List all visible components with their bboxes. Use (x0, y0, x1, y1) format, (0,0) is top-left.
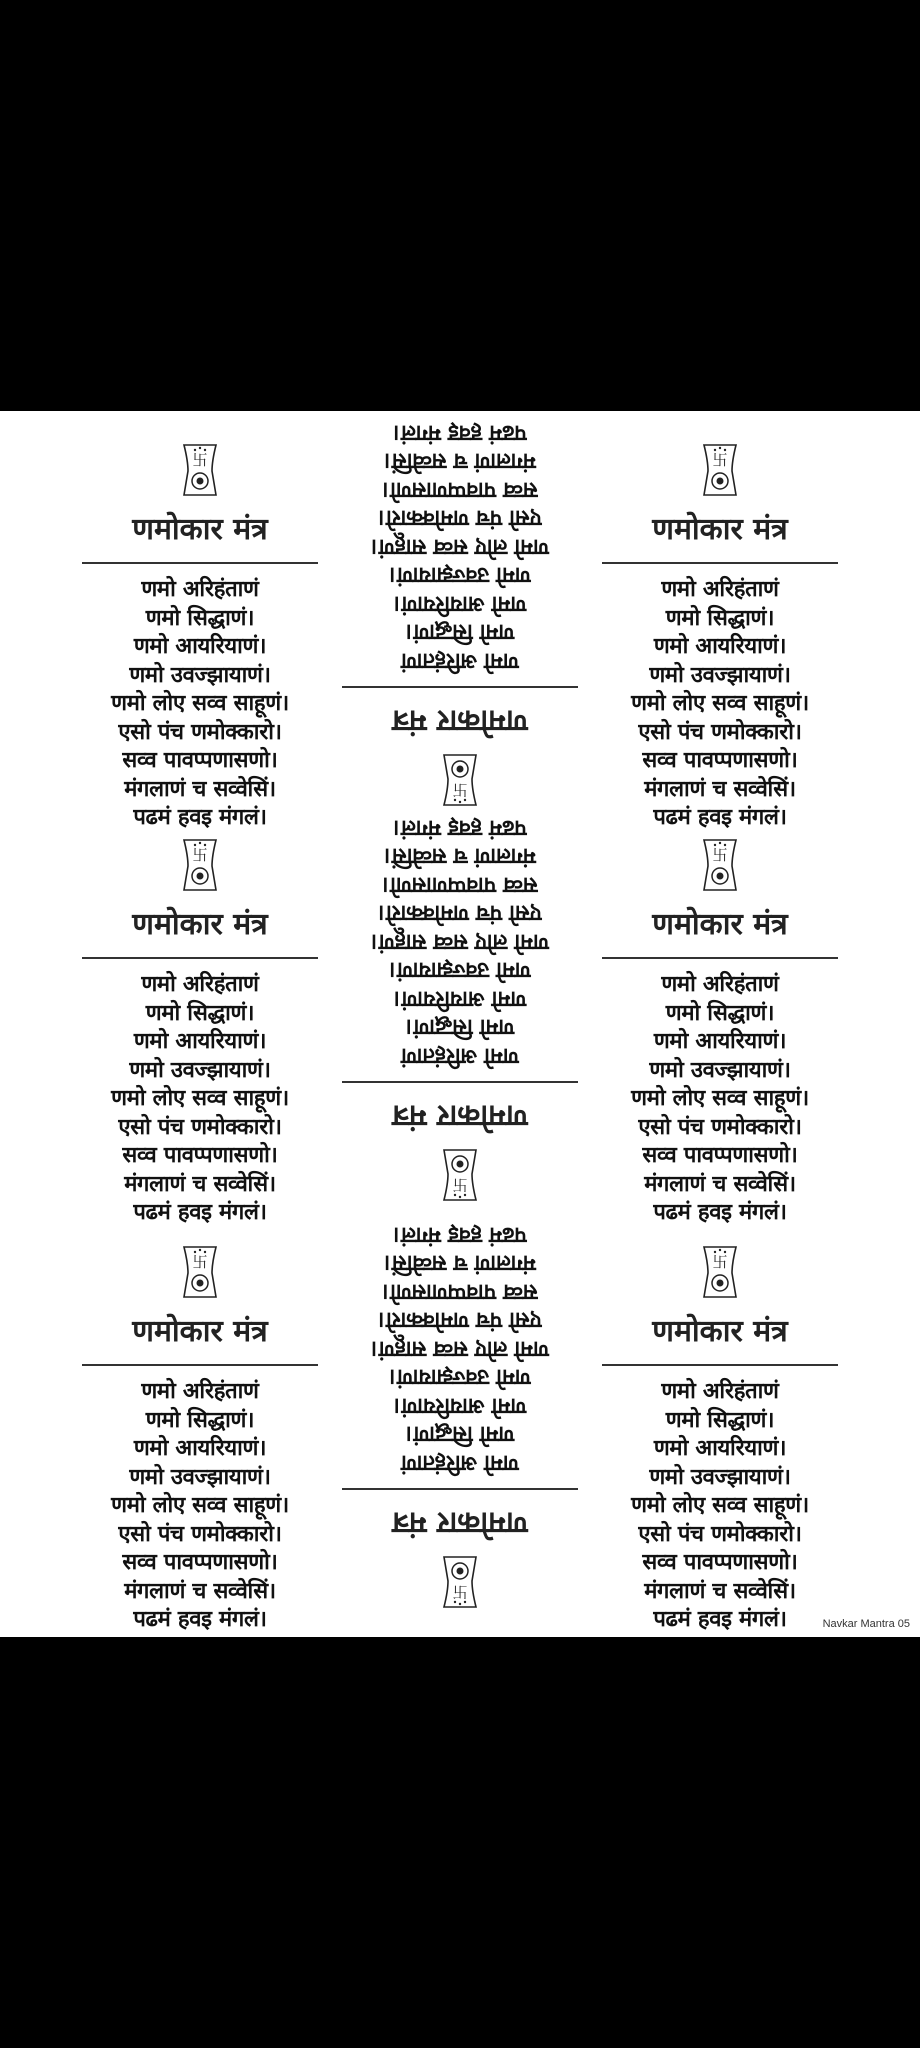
mantra-line: णमो लोए सव्व साहूणं। (631, 1086, 809, 1111)
mantra-line: सव्व पावप्पणासणो। (642, 1143, 798, 1168)
mantra-line: सव्व पावप्पणासणो। (642, 748, 798, 773)
mantra-title: णमोकार मंत्र (652, 1314, 788, 1349)
mantra-line: णमो लोए सव्व साहूणं। (111, 1493, 289, 1518)
swastika-icon: 卐 (192, 451, 208, 469)
mantra-line: णमो सिद्धाणं। (665, 1407, 775, 1433)
mantra-line: एसो पंच णमोक्कारो। (378, 1307, 542, 1333)
mantra-card-r1-c1 (70, 431, 330, 830)
mantra-line: णमो अरिहंताणं (401, 1450, 519, 1475)
mantra-lines (70, 971, 330, 1228)
mantra-line: पढमं हवइ मंगलं। (393, 420, 527, 445)
mantra-lines (70, 576, 330, 833)
mantra-line: णमो आयरियाणं। (393, 986, 527, 1011)
jain-emblem-icon (698, 441, 742, 499)
title-divider (342, 1488, 578, 1490)
mantra-line: सव्व पावप्पणासणो। (382, 872, 538, 897)
mantra-line: णमो सिद्धाणं। (405, 619, 515, 645)
mantra-lines (330, 418, 590, 675)
mantra-line: णमो अरिहंताणं (141, 577, 259, 602)
mantra-card-r2-c3 (590, 826, 850, 1225)
jain-emblem-icon (438, 751, 482, 809)
mantra-line: णमो उवज्झायाणं। (129, 662, 271, 688)
mantra-line: णमो आयरियाणं। (133, 1436, 267, 1461)
mantra-line: णमो लोए सव्व साहूणं। (631, 1493, 809, 1518)
mantra-line: णमो उवज्झायाणं। (649, 1057, 791, 1083)
mantra-line: णमो उवज्झायाणं। (129, 1057, 271, 1083)
jain-emblem-icon (178, 1243, 222, 1301)
mantra-line: पढमं हवइ मंगलं। (133, 1607, 267, 1632)
swastika-icon: 卐 (452, 1583, 468, 1601)
mantra-line: एसो पंच णमोक्कारो। (378, 505, 542, 531)
mantra-line: णमो आयरियाणं। (133, 1029, 267, 1054)
title-divider (82, 957, 318, 959)
mantra-line: णमो उवज्झायाणं। (129, 1464, 271, 1490)
mantra-line: णमो आयरियाणं। (653, 634, 787, 659)
mantra-line: णमो उवज्झायाणं। (389, 562, 531, 588)
swastika-icon: 卐 (712, 451, 728, 469)
mantra-line: पढमं हवइ मंगलं। (393, 815, 527, 840)
mantra-line: णमो उवज्झायाणं। (389, 957, 531, 983)
mantra-title: णमोकार मंत्र (652, 907, 788, 942)
title-divider (82, 562, 318, 564)
mantra-line: एसो पंच णमोक्कारो। (118, 1521, 282, 1547)
mantra-card-r1-c2 (330, 420, 590, 819)
title-divider (342, 686, 578, 688)
mantra-line: णमो अरिहंताणं (141, 1379, 259, 1404)
title-divider (342, 1081, 578, 1083)
mantra-line: एसो पंच णमोक्कारो। (638, 719, 802, 745)
title-divider (602, 957, 838, 959)
mantra-line: णमो सिद्धाणं। (145, 1000, 255, 1026)
mantra-line: णमो सिद्धाणं। (145, 605, 255, 631)
mantra-lines (590, 576, 850, 833)
mantra-line: एसो पंच णमोक्कारो। (118, 1114, 282, 1140)
mantra-line: णमो आयरियाणं। (133, 634, 267, 659)
mantra-line: णमो अरिहंताणं (401, 1043, 519, 1068)
mantra-line: पढमं हवइ मंगलं। (653, 805, 787, 830)
mantra-line: णमो अरिहंताणं (141, 972, 259, 997)
mantra-line: मंगलाणं च सव्वेसिं। (384, 843, 536, 869)
mantra-line: पढमं हवइ मंगलं। (393, 1222, 527, 1247)
mantra-line: णमो लोए सव्व साहूणं। (631, 691, 809, 716)
mantra-line: णमो सिद्धाणं। (665, 605, 775, 631)
mantra-line: णमो आयरियाणं। (393, 1393, 527, 1418)
mantra-card-r3-c3 (590, 1233, 850, 1632)
mantra-line: णमो लोए सव्व साहूणं। (371, 1336, 549, 1361)
mantra-lines (590, 1378, 850, 1635)
swastika-icon: 卐 (712, 846, 728, 864)
mantra-lines (330, 1220, 590, 1477)
mantra-line: णमो सिद्धाणं। (665, 1000, 775, 1026)
mantra-line: पढमं हवइ मंगलं। (133, 1200, 267, 1225)
mantra-title: णमोकार मंत्र (132, 907, 268, 942)
mantra-line: णमो सिद्धाणं। (405, 1014, 515, 1040)
mantra-line: णमो अरिहंताणं (661, 972, 779, 997)
mantra-line: णमो अरिहंताणं (401, 648, 519, 673)
mantra-line: सव्व पावप्पणासणो। (382, 1279, 538, 1304)
mantra-line: णमो सिद्धाणं। (145, 1407, 255, 1433)
mantra-line: णमो लोए सव्व साहूणं। (371, 534, 549, 559)
mantra-title: णमोकार मंत्र (652, 512, 788, 547)
mantra-line: णमो सिद्धाणं। (405, 1421, 515, 1447)
mantra-card-r3-c2 (330, 1222, 590, 1621)
mantra-line: एसो पंच णमोक्कारो। (638, 1521, 802, 1547)
sheet-caption: Navkar Mantra 05 (822, 1618, 910, 1630)
mantra-line: सव्व पावप्पणासणो। (642, 1550, 798, 1575)
mantra-line: पढमं हवइ मंगलं। (653, 1607, 787, 1632)
jain-emblem-icon (178, 836, 222, 894)
jain-emblem-icon (438, 1553, 482, 1611)
mantra-line: णमो उवज्झायाणं। (649, 1464, 791, 1490)
mantra-lines (590, 971, 850, 1228)
title-divider (82, 1364, 318, 1366)
mantra-card-r2-c2 (330, 815, 590, 1214)
mantra-line: णमो उवज्झायाणं। (389, 1364, 531, 1390)
mantra-card-r1-c3 (590, 431, 850, 830)
mantra-line: एसो पंच णमोक्कारो। (638, 1114, 802, 1140)
mantra-line: एसो पंच णमोक्कारो। (378, 900, 542, 926)
mantra-line: मंगलाणं च सव्वेसिं। (644, 1578, 796, 1604)
mantra-title: णमोकार मंत्र (392, 1505, 528, 1540)
title-divider (602, 562, 838, 564)
mantra-line: पढमं हवइ मंगलं। (133, 805, 267, 830)
mantra-lines (70, 1378, 330, 1635)
jain-emblem-icon (698, 1243, 742, 1301)
mantra-title: णमोकार मंत्र (392, 703, 528, 738)
swastika-icon: 卐 (452, 781, 468, 799)
mantra-line: मंगलाणं च सव्वेसिं। (124, 1171, 276, 1197)
mantra-line: सव्व पावप्पणासणो। (122, 748, 278, 773)
mantra-title: णमोकार मंत्र (132, 512, 268, 547)
mantra-line: मंगलाणं च सव्वेसिं। (124, 776, 276, 802)
mantra-line: पढमं हवइ मंगलं। (653, 1200, 787, 1225)
mantra-title: णमोकार मंत्र (132, 1314, 268, 1349)
jain-emblem-icon (178, 441, 222, 499)
mantra-title: णमोकार मंत्र (392, 1098, 528, 1133)
mantra-line: मंगलाणं च सव्वेसिं। (384, 448, 536, 474)
jain-emblem-icon (698, 836, 742, 894)
mantra-line: एसो पंच णमोक्कारो। (118, 719, 282, 745)
mantra-line: मंगलाणं च सव्वेसिं। (384, 1250, 536, 1276)
mantra-line: णमो लोए सव्व साहूणं। (111, 1086, 289, 1111)
mantra-lines (330, 813, 590, 1070)
mantra-line: णमो आयरियाणं। (653, 1436, 787, 1461)
mantra-line: णमो उवज्झायाणं। (649, 662, 791, 688)
swastika-icon: 卐 (192, 846, 208, 864)
jain-emblem-icon (438, 1146, 482, 1204)
mantra-card-r3-c1 (70, 1233, 330, 1632)
mantra-line: णमो आयरियाणं। (393, 591, 527, 616)
mantra-line: णमो लोए सव्व साहूणं। (111, 691, 289, 716)
mantra-line: सव्व पावप्पणासणो। (382, 477, 538, 502)
mantra-line: णमो आयरियाणं। (653, 1029, 787, 1054)
swastika-icon: 卐 (192, 1253, 208, 1271)
mantra-line: णमो लोए सव्व साहूणं। (371, 929, 549, 954)
swastika-icon: 卐 (452, 1176, 468, 1194)
mantra-line: सव्व पावप्पणासणो। (122, 1143, 278, 1168)
title-divider (602, 1364, 838, 1366)
mantra-line: मंगलाणं च सव्वेसिं। (124, 1578, 276, 1604)
mantra-line: मंगलाणं च सव्वेसिं। (644, 776, 796, 802)
mantra-line: णमो अरिहंताणं (661, 577, 779, 602)
mantra-line: सव्व पावप्पणासणो। (122, 1550, 278, 1575)
mantra-line: णमो अरिहंताणं (661, 1379, 779, 1404)
mantra-line: मंगलाणं च सव्वेसिं। (644, 1171, 796, 1197)
mantra-sheet (0, 411, 920, 1637)
mantra-card-r2-c1 (70, 826, 330, 1225)
swastika-icon: 卐 (712, 1253, 728, 1271)
